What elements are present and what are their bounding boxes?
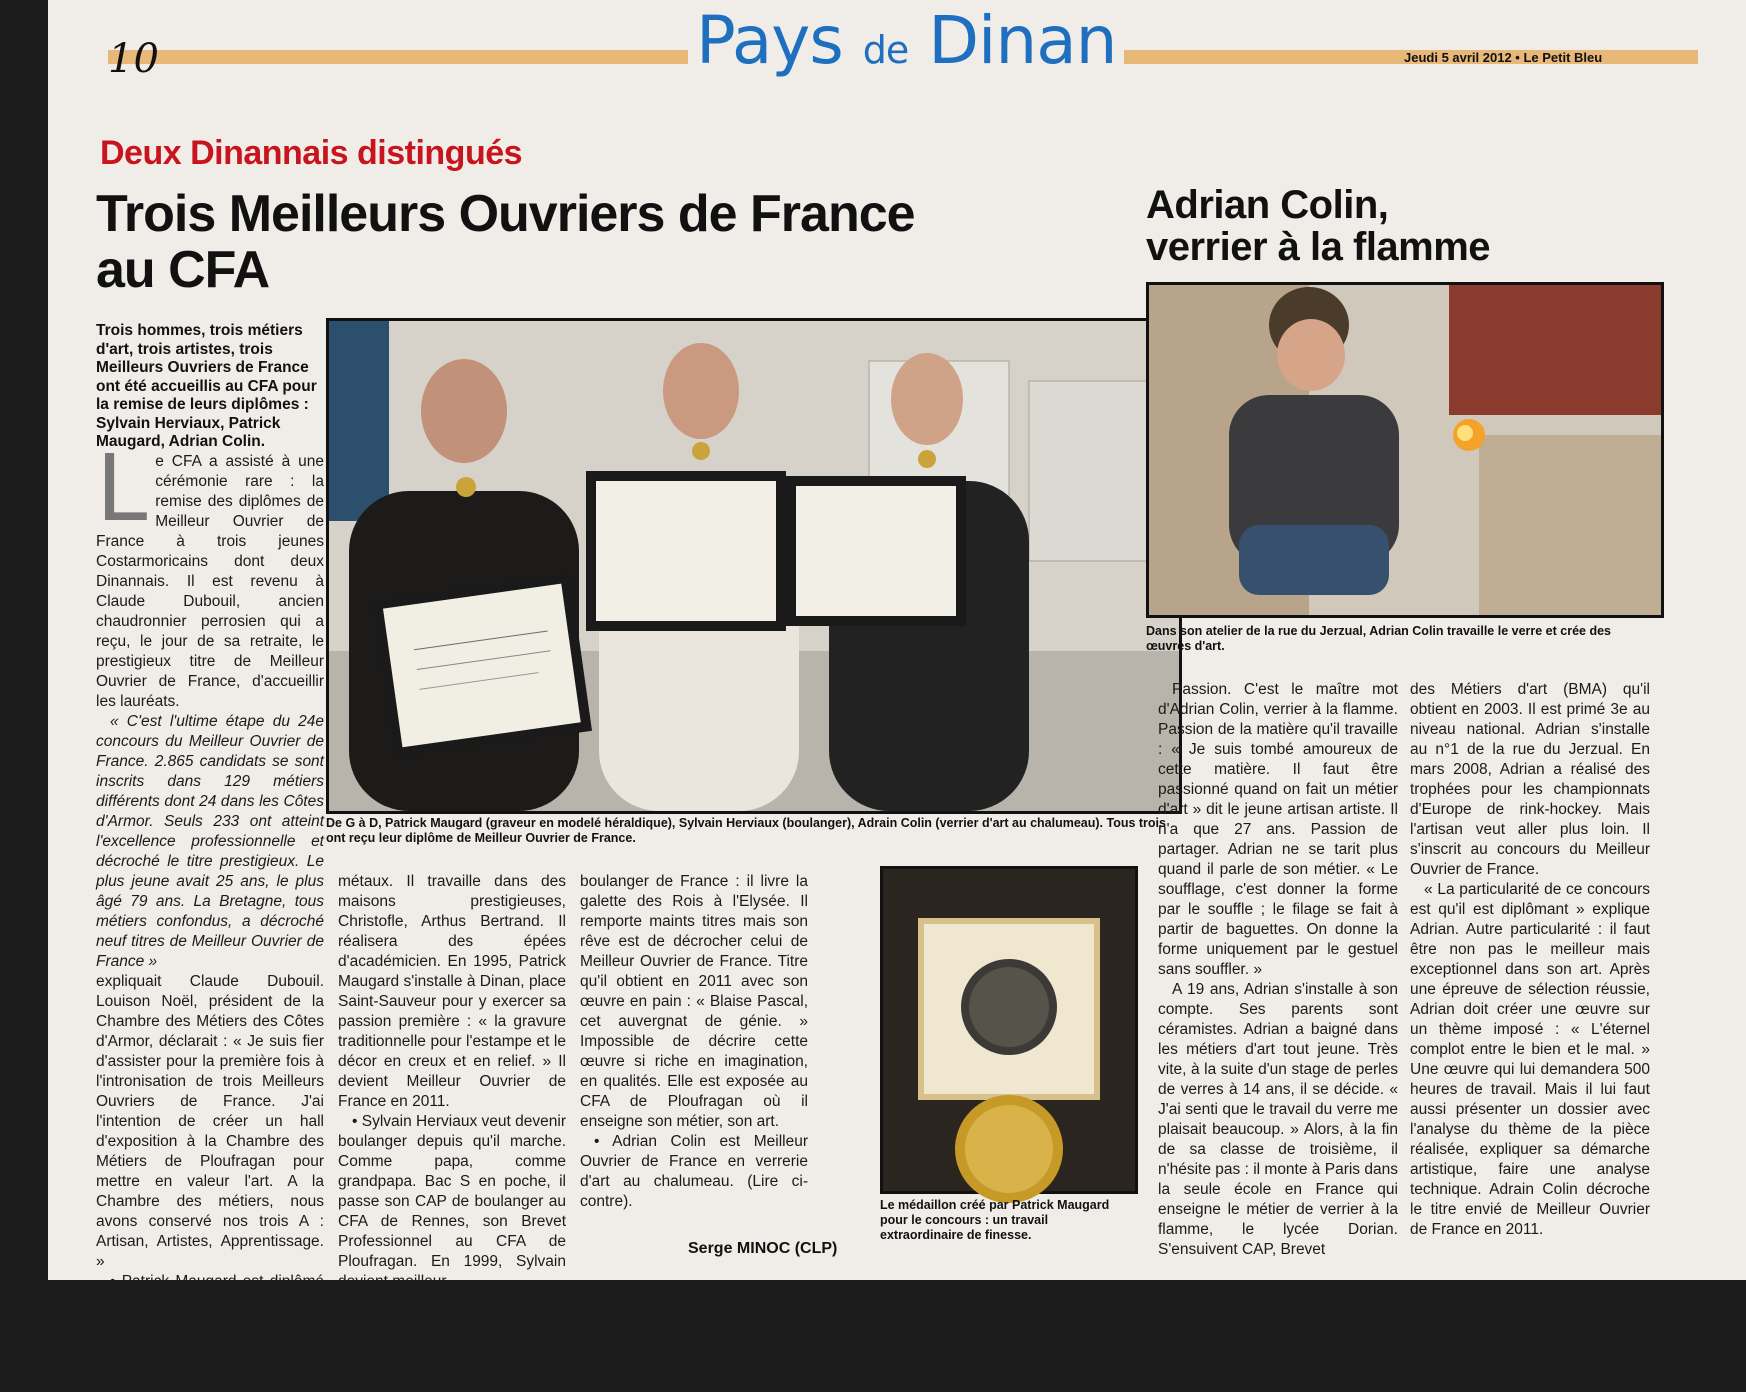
glassblower-photo-caption: Dans son atelier de la rue du Jerzual, Adrian Colin travaille le verre et crée des œuvres d'art. (1146, 624, 1612, 653)
medal-photo-caption: Le médaillon créé par Patrick Maugard pour le concours : un travail extraordinaire de finesse. (880, 1198, 1110, 1242)
dateline: Jeudi 5 avril 2012 • Le Petit Bleu (1404, 50, 1603, 65)
article1-byline: Serge MINOC (CLP) (688, 1240, 838, 1257)
article2-headline-line2: verrier à la flamme (1146, 225, 1491, 269)
article2-col1-p1: Passion. C'est le maître mot d'Adrian Colin, verrier à la flamme. Passion de la matière qu'il travaille : « Je suis tombé amoureux de cette matière. Il faut être passionné quand on fait un métier d'art » dit le jeune artisan artiste. Il n'a que 27 ans. Passion de partager. Adrian ne se tarit plus quand il parle de son métier. « Le soufflage, c'est donner la forme par le souffle ; le filage se fait à partir de baguettes. On donne la forme uniquement par le gestuel sans souffler. » (1158, 681, 1398, 978)
glassblower-photo-illustration (1149, 285, 1661, 615)
medal-photo-illustration (883, 869, 1135, 1191)
article1-col1-p4: • Patrick Maugard est diplômé de la célèbre école Boulle. Il y a suivi une formation en gravure ornementale adaptée à l'orfèvrerie, à la gravure sur bijoux et (96, 1273, 324, 1390)
article1-dropcap: L (96, 435, 148, 542)
article1-kicker: Deux Dinannais distingués (100, 134, 523, 172)
section-title-pays: Pays (696, 2, 843, 79)
article1-headline (96, 186, 1056, 298)
ceremony-photo-caption: De G à D, Patrick Maugard (graveur en modelé héraldique), Sylvain Herviaux (boulanger), Adrain Colin (verrier d'art au chalumeau). Tous trois ont reçu leur diplôme de Meilleur Ouvrier de France. (326, 816, 1166, 845)
article2-col1-p2: A 19 ans, Adrian s'installe à son compte. Ses parents sont céramistes. Adrian a baigné dans les métiers d'art tout jeune. Très vite, à la suite d'un stage de perles de verres à 14 ans, il se décide. « J'ai senti que le travail du verre me plaisait beaucoup. » Alors, à la fin de sa classe de troisième, il n'hésite pas : il monte à Paris dans la seule école en France qui enseigne le métier de verrier à la flamme, le lycée Dorian. S'ensuivent CAP, Brevet (1158, 981, 1398, 1258)
section-title-place: Dinan (928, 2, 1117, 79)
ceremony-photo-illustration (329, 321, 1179, 811)
article1-col2-p2: • Sylvain Herviaux veut devenir boulanger depuis qu'il marche. Comme papa, comme grandpapa. Bac S en poche, il passe son CAP de boulanger au CFA de Rennes, son Brevet Professionnel au CFA de Ploufragan. En 1999, Sylvain devient meilleur (338, 1113, 566, 1290)
article1-column-3 (580, 872, 808, 1212)
ceremony-photo (326, 318, 1182, 814)
page-number: 10 (108, 36, 159, 82)
article1-col3-p2: • Adrian Colin est Meilleur Ouvrier de France en verrerie d'art au chalumeau. (Lire ci-contre). (580, 1133, 808, 1210)
article1-column-2 (338, 872, 566, 1292)
section-title-de: de (862, 28, 909, 72)
article1-headline-line1: Trois Meilleurs Ouvriers de France (96, 185, 915, 243)
article2-headline-line1: Adrian Colin, (1146, 183, 1389, 227)
article2-column-1 (1158, 680, 1398, 1260)
medal-photo (880, 866, 1138, 1194)
article1-col1-p1: e CFA a assisté à une cérémonie rare : la remise des diplômes de Meilleur Ouvrier de France à trois jeunes Costarmoricains dont deux Dinannais. Il est revenu à Claude Dubouil, ancien chaudronnier perrosien qui a reçu, le jour de sa retraite, le prestigieux titre de Meilleur Ouvrier de France, d'accueillir les lauréats. (96, 453, 324, 710)
article2-column-2 (1410, 680, 1650, 1240)
article1-column-1 (96, 435, 324, 1392)
glassblower-photo (1146, 282, 1664, 618)
article2-headline (1146, 184, 1666, 268)
article1-col2-p1: métaux. Il travaille dans des maisons prestigieuses, Christofle, Arthus Bertrand. Il réalisera des épées d'académicien. En 1995, Patrick Maugard s'installe à Dinan, place Saint-Sauveur pour y exercer sa passion première : « la gravure traditionnelle pour l'estampe et le décor en creux et en relief. » Il devient Meilleur Ouvrier de France en 2011. (338, 873, 566, 1110)
article1-col1-p2: « C'est l'ultime étape du 24e concours du Meilleur Ouvrier de France. 2.865 candidats se sont inscrits dans 129 métiers différents dont 24 dans les Côtes d'Armor. Seuls 233 ont atteint l'excellence professionnelle et décroché le titre prestigieux. Le plus jeune avait 25 ans, le plus âgé 79 ans. La Bretagne, tous métiers confondus, a décroché neuf titres de Meilleur Ouvrier de France » (96, 713, 324, 970)
article2-col2-p1: des Métiers d'art (BMA) qu'il obtient en 2003. Il est primé 3e au niveau national. Adrian s'installe au n°1 de la rue du Jerzual. En mars 2008, Adrian a réalisé des trophées pour les championnats d'Europe de rink-hockey. Mais l'artisan veut aller plus loin. Il s'inscrit au concours du Meilleur Ouvrier de France. (1410, 681, 1650, 878)
article2-col2-p2: « La particularité de ce concours est qu'il est diplômant » explique Adrian. Autre particularité : il faut être non pas le meilleur mais exceptionnel dans son art. Après une épreuve de sélection réussie, Adrian doit créer une œuvre sur un thème imposé : « L'éternel complot entre le bien et le mal. » Une œuvre qui lui demandera 500 heures de travail. Mais il lui faut aussi présenter un dossier avec l'analyse du thème de la pièce réalisée, expliquer sa démarche artistique, faire une analyse technique. Adrain Colin décroche le titre envié de Meilleur Ouvrier de France en 2011. (1410, 881, 1650, 1238)
section-title (688, 2, 1124, 79)
newspaper-page (48, 0, 1746, 1390)
article1-col3-p1: boulanger de France : il livre la galette des Rois à l'Elysée. Il remporte maints titres mais son rêve est de décrocher celui de Meilleur Ouvrier de France. Titre qu'il obtient en 2011 avec son œuvre en pain : « Blaise Pascal, cet auvergnat de génie. » Impossible de décrire cette œuvre si riche en imagination, en qualités. Elle est exposée au CFA de Ploufragan où il enseigne son métier, son art. (580, 873, 808, 1130)
article1-lead: Trois hommes, trois métiers d'art, trois artistes, trois Meilleurs Ouvriers de France ont été accueillis au CFA pour la remise de leurs diplômes : Sylvain Herviaux, Patrick Maugard, Adrian Colin. (96, 322, 317, 450)
article1-col1-p3: expliquait Claude Dubouil. Louison Noël, président de la Chambre des Métiers des Côtes d'Armor, déclarait : « Je suis fier d'assister pour la première fois à l'intronisation de trois Meilleurs Ouvriers de France. J'ai l'intention de créer un hall d'exposition à la Chambre des Métiers de Ploufragan pour mettre en valeur l'art. A la Chambre des métiers, nous avons conservé nos trois A : Artisan, Artistes, Apprentissage. » (96, 973, 324, 1270)
article1-headline-line2: au CFA (96, 241, 270, 299)
